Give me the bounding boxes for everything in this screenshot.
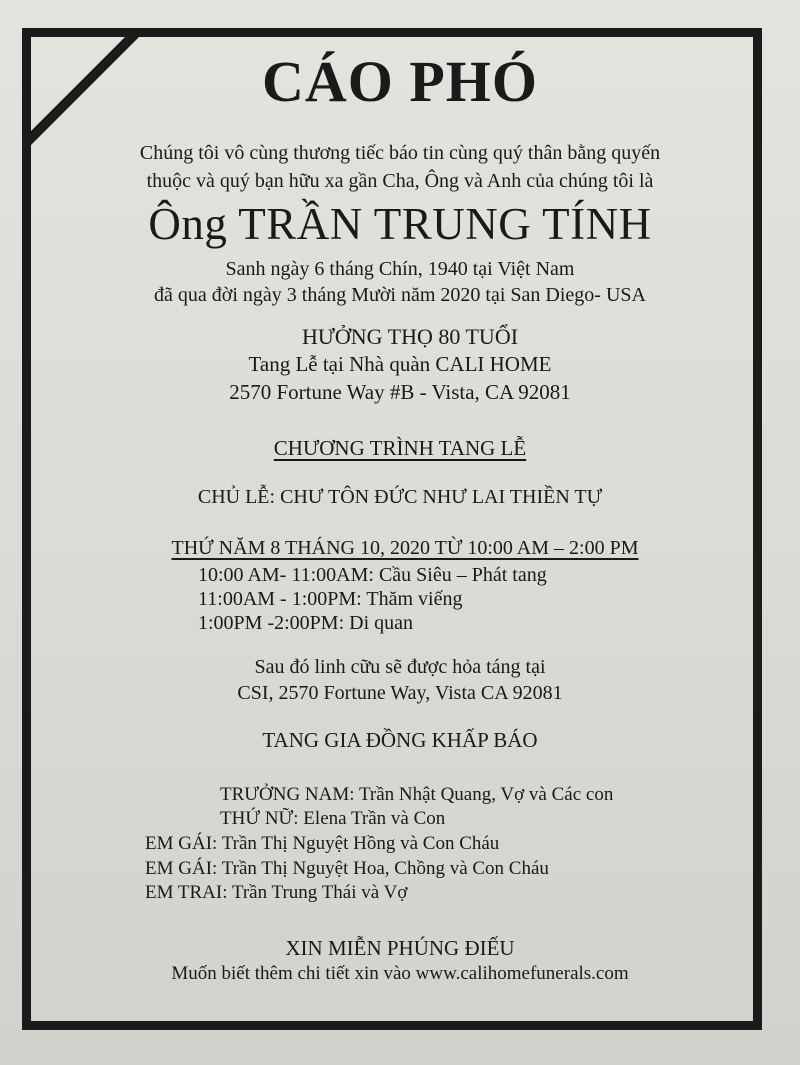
page-title: CÁO PHÓ [261, 49, 539, 114]
schedule-item: 10:00 AM- 11:00AM: Cầu Siêu – Phát tang [198, 564, 547, 586]
family-member: TRƯỞNG NAM: Trần Nhật Quang, Vợ và Các con [220, 784, 614, 805]
venue-address: 2570 Fortune Way #B - Vista, CA 92081 [229, 380, 571, 404]
age-info: HƯỞNG THỌ 80 TUỔI [301, 324, 519, 349]
birth-info: Sanh ngày 6 tháng Chín, 1940 tại Việt Nam [225, 258, 575, 280]
cremation-address: CSI, 2570 Fortune Way, Vista CA 92081 [237, 682, 563, 704]
cremation-line-1: Sau đó linh cữu sẽ được hỏa táng tại [254, 656, 546, 678]
service-date: THỨ NĂM 8 THÁNG 10, 2020 TỪ 10:00 AM – 2:00 PM [171, 537, 639, 559]
program-heading: CHƯƠNG TRÌNH TANG LỄ [273, 436, 527, 460]
family-heading: TANG GIA ĐỒNG KHẤP BÁO [262, 728, 538, 752]
family-member: EM GÁI: Trần Thị Nguyệt Hồng và Con Cháu [145, 833, 500, 854]
officiant: CHỦ LỄ: CHƯ TÔN ĐỨC NHƯ LAI THIỀN TỰ [197, 486, 603, 508]
intro-line-2: thuộc và quý bạn hữu xa gần Cha, Ông và Anh của chúng tôi là [146, 170, 654, 192]
schedule-item: 1:00PM -2:00PM: Di quan [198, 612, 414, 634]
intro-line-1: Chúng tôi vô cùng thương tiếc báo tin cùng quý thân bằng quyến [139, 142, 661, 164]
no-flowers-note: XIN MIỄN PHÚNG ĐIẾU [285, 936, 515, 960]
website-line: Muốn biết thêm chi tiết xin vào www.calihomefunerals.com [171, 963, 629, 984]
family-member: EM TRAI: Trần Trung Thái và Vợ [145, 882, 408, 903]
family-member: THỨ NỮ: Elena Trần và Con [220, 808, 446, 829]
schedule-item: 11:00AM - 1:00PM: Thăm viếng [198, 588, 463, 610]
death-info: đã qua đời ngày 3 tháng Mười năm 2020 tại San Diego- USA [154, 284, 646, 306]
family-member: EM GÁI: Trần Thị Nguyệt Hoa, Chồng và Con Cháu [145, 858, 549, 879]
funeral-venue: Tang Lễ tại Nhà quàn CALI HOME [248, 352, 552, 376]
deceased-name: Ông TRẦN TRUNG TÍNH [148, 199, 652, 249]
